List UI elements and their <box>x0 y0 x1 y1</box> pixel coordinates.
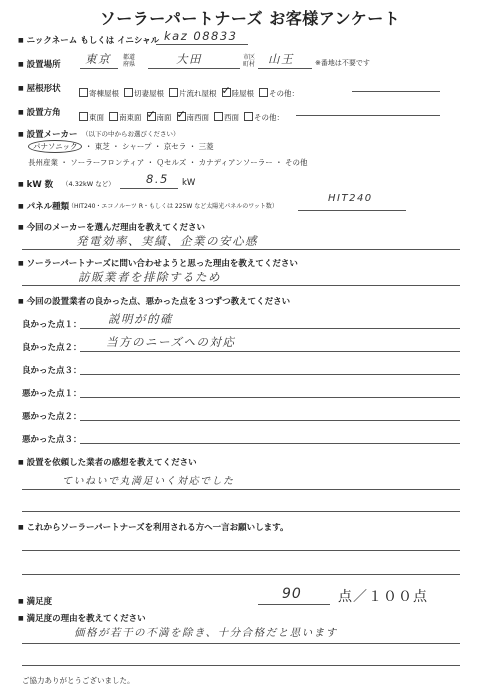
satisfaction-reason-underline-1 <box>22 643 460 644</box>
satisfaction-suffix: 点／１００点 <box>338 589 428 605</box>
direction-option-label: 西面 <box>224 113 239 122</box>
good-point-3-underline <box>80 374 460 375</box>
maker-option-kyocera[interactable]: ・ 京セラ <box>153 142 187 151</box>
maker-row2[interactable]: 長州産業 ・ ソーラーフロンティア ・ Ｑセルズ ・ カナディアンソーラー ・ その他 <box>28 158 308 167</box>
direction-other-underline <box>296 115 440 116</box>
panel-hint: （HIT240・エコノルーツ R・もしくは 225W など太陽光パネルのワット数） <box>68 203 278 210</box>
direction-checkbox-5[interactable] <box>244 112 253 121</box>
direction-checkbox-1[interactable] <box>109 112 118 121</box>
direction-option-3[interactable] <box>172 113 210 122</box>
nickname-label: ■ ニックネーム もしくは イニシャル <box>18 34 159 46</box>
direction-option-5[interactable] <box>239 113 284 122</box>
direction-option-0[interactable] <box>74 113 104 122</box>
roof-shape-option-label: その他： <box>269 89 299 98</box>
roof-shape-option-3[interactable] <box>217 89 255 98</box>
direction-options <box>74 105 284 124</box>
roof-shape-checkbox-1[interactable] <box>124 88 133 97</box>
roof-shape-option-label: 片流れ屋根 <box>179 89 217 98</box>
direction-option-label: 南面 <box>156 113 172 122</box>
direction-option-2[interactable] <box>142 113 172 122</box>
impression-underline-1 <box>22 489 460 490</box>
direction-option-label: 南東面 <box>119 113 142 122</box>
direction-option-4[interactable] <box>209 113 239 122</box>
impression-answer[interactable]: ていねいで丸満足いく対応でした <box>62 476 235 487</box>
roof-shape-checkbox-3[interactable] <box>222 88 231 97</box>
panel-label: ■ パネル種類 <box>18 200 69 212</box>
bad-point-1-underline <box>80 397 460 398</box>
maker-reason-question: ■ 今回のメーカーを選んだ理由を教えてください <box>18 221 205 233</box>
satisfaction-underline <box>258 604 330 605</box>
contact-reason-answer[interactable]: 訪販業者を排除するため <box>78 270 221 284</box>
kw-hint: （4.32kW など） <box>62 180 115 188</box>
message-question: ■ これからソーラーパートナーズを利用される方へ一言お願いします。 <box>18 521 288 533</box>
satisfaction-reason-question: ■ 満足度の理由を教えてください <box>18 612 146 624</box>
pref-underline <box>80 68 118 69</box>
roof-shape-checkbox-4[interactable] <box>259 88 268 97</box>
location-note: ※番地は不要です <box>315 59 370 67</box>
kw-unit: kW <box>182 178 196 188</box>
contact-reason-question: ■ ソーラーパートナーズに問い合わせようと思った理由を教えてください <box>18 257 298 269</box>
contact-reason-underline <box>22 285 460 286</box>
nickname-underline <box>156 44 248 45</box>
good-point-1-label: 良かった点１： <box>22 320 82 330</box>
roof-shape-option-2[interactable] <box>164 89 217 98</box>
maker-hint: （以下の中からお選びください） <box>82 130 180 138</box>
message-underline-1 <box>22 550 460 551</box>
maker-option-mitsubishi[interactable]: ・ 三菱 <box>188 142 214 151</box>
satisfaction-reason-underline-2 <box>22 665 460 666</box>
satisfaction-reason-answer[interactable]: 価格が若干の不満を除き、十分合格だと思います <box>74 627 338 639</box>
direction-checkbox-3[interactable] <box>177 112 186 121</box>
direction-option-label: 東面 <box>89 113 104 122</box>
roof-shape-option-label: 寄棟屋根 <box>89 89 119 98</box>
maker-option-sharp[interactable]: ・ シャープ <box>112 142 152 151</box>
city-unit: 市区町村 <box>243 54 256 68</box>
survey-title: ソーラーパートナーズ お客様アンケート <box>99 9 401 28</box>
message-underline-2 <box>22 574 460 575</box>
good-point-1-underline <box>80 328 460 329</box>
roof-shape-option-label: 切妻屋根 <box>134 89 164 98</box>
kw-label: ■ kW 数 <box>18 178 53 190</box>
maker-option-toshiba[interactable]: ・ 東芝 <box>84 142 110 151</box>
roof-shape-options <box>74 81 299 100</box>
maker-reason-underline <box>22 249 460 250</box>
direction-checkbox-4[interactable] <box>214 112 223 121</box>
roof-shape-label: ■ 屋根形状 <box>18 82 61 94</box>
direction-option-label: 南西面 <box>186 113 209 122</box>
roof-other-underline <box>352 91 440 92</box>
nickname-value[interactable]: kaz 08833 <box>164 29 238 43</box>
maker-option-panasonic[interactable]: パナソニック <box>28 140 82 153</box>
good-point-2-value[interactable]: 当方のニーズへの対応 <box>106 335 236 349</box>
roof-shape-option-4[interactable] <box>254 89 299 98</box>
satisfaction-label: ■ 満足度 <box>18 595 52 607</box>
bad-point-3-label: 悪かった点３： <box>22 435 82 445</box>
bad-point-1-label: 悪かった点１： <box>22 389 82 399</box>
bad-point-2-underline <box>80 420 460 421</box>
points-question: ■ 今回の設置業者の良かった点、悪かった点を３つずつ教えてください <box>18 295 290 307</box>
panel-value[interactable]: HIT240 <box>328 193 373 204</box>
good-point-2-label: 良かった点２： <box>22 343 82 353</box>
good-point-3-label: 良かった点３： <box>22 366 82 376</box>
town-underline <box>258 68 312 69</box>
maker-row1 <box>28 141 214 152</box>
impression-question: ■ 設置を依頼した業者の感想を教えてください <box>18 456 197 468</box>
bad-point-2-label: 悪かった点２： <box>22 412 82 422</box>
pref-value[interactable]: 東京 <box>85 52 111 66</box>
direction-option-1[interactable] <box>104 113 142 122</box>
pref-unit: 都道府県 <box>123 54 136 68</box>
direction-checkbox-0[interactable] <box>79 112 88 121</box>
good-point-2-underline <box>80 351 460 352</box>
city-value[interactable]: 大田 <box>176 52 202 66</box>
kw-value[interactable]: 8.5 <box>146 172 169 186</box>
thank-you-footer: ご協力ありがとうございました。 <box>22 676 135 685</box>
roof-shape-option-1[interactable] <box>119 89 164 98</box>
maker-label: ■ 設置メーカー <box>18 128 78 140</box>
good-point-1-value[interactable]: 説明が的確 <box>108 312 173 326</box>
roof-shape-option-0[interactable] <box>74 89 119 98</box>
kw-underline <box>120 188 178 189</box>
location-label: ■ 設置場所 <box>18 58 61 70</box>
town-value[interactable]: 山王 <box>268 52 294 66</box>
direction-checkbox-2[interactable] <box>147 112 156 121</box>
bad-point-3-underline <box>80 443 460 444</box>
satisfaction-value[interactable]: 90 <box>282 586 302 602</box>
maker-reason-answer[interactable]: 発電効率、実績、企業の安心感 <box>76 234 258 248</box>
panel-underline <box>298 210 406 211</box>
city-underline <box>148 68 240 69</box>
roof-shape-checkbox-2[interactable] <box>169 88 178 97</box>
roof-shape-option-label: 陸屋根 <box>231 89 254 98</box>
direction-label: ■ 設置方角 <box>18 106 61 118</box>
roof-shape-checkbox-0[interactable] <box>79 88 88 97</box>
direction-option-label: その他： <box>254 113 284 122</box>
impression-underline-2 <box>22 511 460 512</box>
